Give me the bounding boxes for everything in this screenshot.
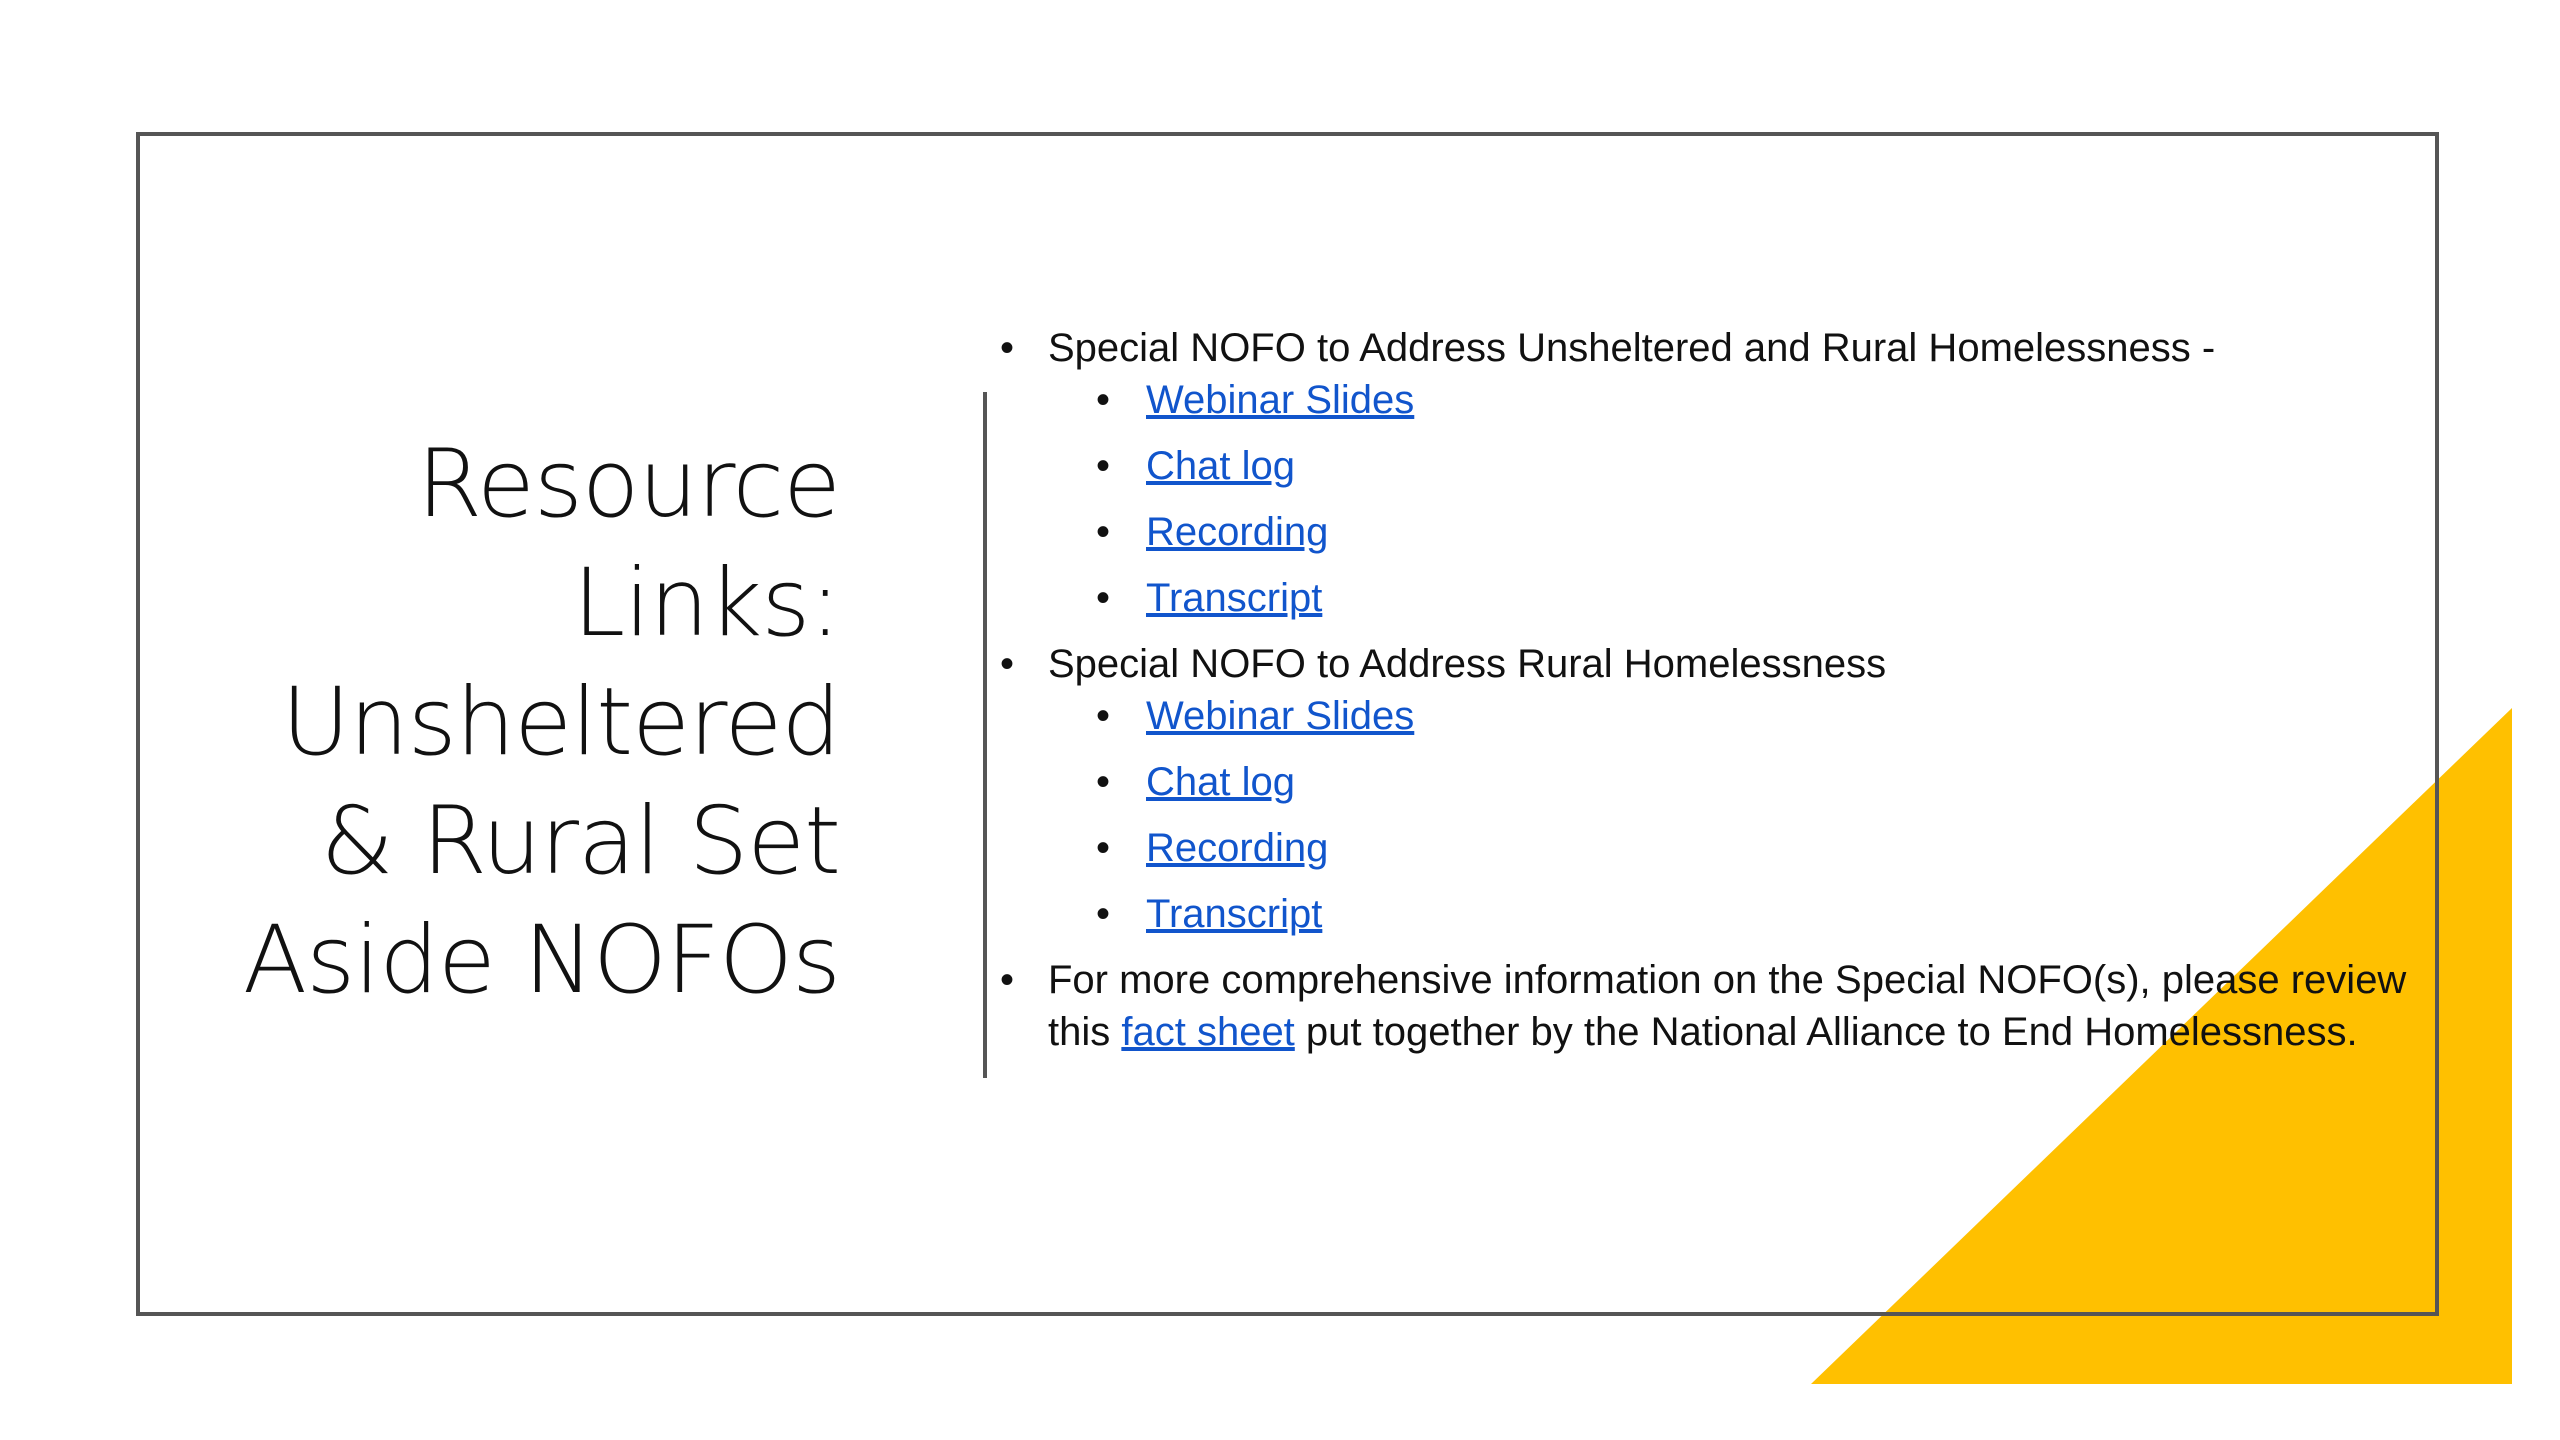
chat-log-link[interactable]: Chat log [1146,444,1295,488]
footer-note-before: For more comprehensive information on the Special NOFO(s), please review this [1048,958,2407,1054]
title-line-2: Links: [572,549,840,658]
recording-link[interactable]: Recording [1146,510,1329,554]
list-item [1048,690,2420,742]
footer-note [1000,954,2420,1058]
fact-sheet-link[interactable]: fact sheet [1121,1010,1295,1054]
footer-note-after: put together by the National Alliance to End Homelessness. [1294,1010,2358,1054]
slide-title [200,425,840,1020]
webinar-slides-link[interactable]: Webinar Slides [1146,694,1415,738]
title-line-4: & Rural Set [320,787,840,896]
section-rural [1000,638,2420,940]
list-item [1048,506,2420,558]
footer-note-text [1048,958,2406,1054]
list-item [1048,440,2420,492]
transcript-link[interactable]: Transcript [1146,576,1323,620]
list-item [1048,888,2420,940]
transcript-link[interactable]: Transcript [1146,892,1323,936]
section-unsheltered-rural [1000,322,2420,624]
recording-link[interactable]: Recording [1146,826,1329,870]
webinar-slides-link[interactable]: Webinar Slides [1146,378,1415,422]
list-item [1048,822,2420,874]
section-heading: • Special NOFO to Address Rural Homelessness [1048,642,1887,686]
section-heading: • Special NOFO to Address Unsheltered and Rural Homelessness - [1048,326,2216,370]
title-line-1: Resource [416,430,840,539]
list-item [1048,572,2420,624]
title-line-3: Unsheltered [281,668,840,777]
vertical-divider [983,392,987,1078]
title-line-5: Aside NOFOs [242,906,840,1015]
resource-list [1000,322,2420,1058]
list-item [1048,374,2420,426]
chat-log-link[interactable]: Chat log [1146,760,1295,804]
list-item [1048,756,2420,808]
